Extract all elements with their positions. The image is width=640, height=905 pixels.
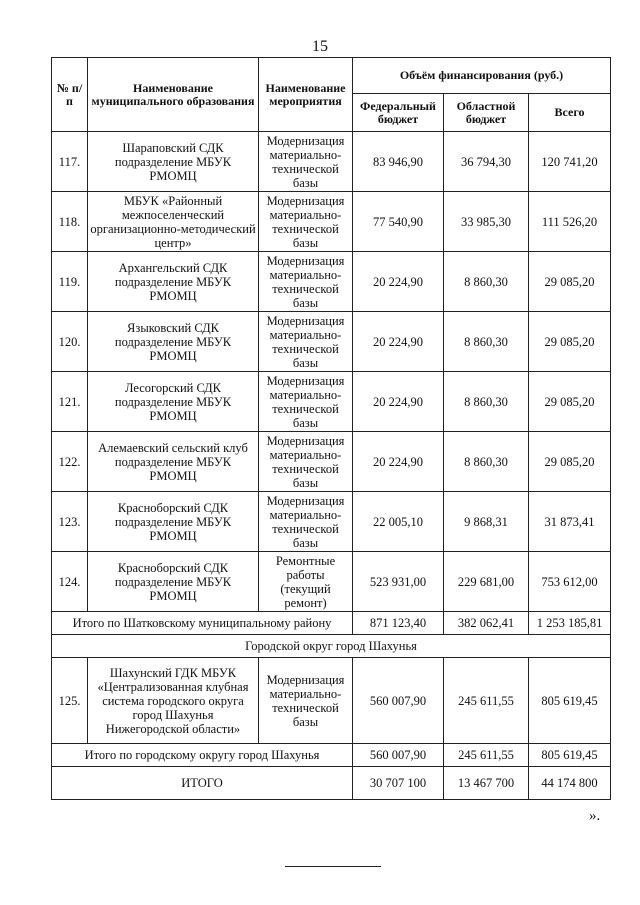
row-event: Модернизация материально-технической базы	[259, 192, 353, 252]
row-name: Красноборский СДК подразделение МБУК РМОМЦ	[88, 552, 259, 612]
row-regional: 8 860,30	[444, 312, 529, 372]
subtotal-label: Итого по городскому округу город Шахунья	[52, 744, 353, 767]
header-regional: Областной бюджет	[444, 94, 529, 132]
row-event: Ремонтные работы (текущий ремонт)	[259, 552, 353, 612]
row-federal: 77 540,90	[353, 192, 444, 252]
row-num: 117.	[52, 132, 88, 192]
row-event: Модернизация материально-технической базы	[259, 132, 353, 192]
subtotal-regional: 382 062,41	[444, 612, 529, 635]
header-name: Наименование муниципального образования	[88, 58, 259, 132]
row-federal: 20 224,90	[353, 252, 444, 312]
table-row	[52, 658, 611, 744]
subtotal-regional: 245 611,55	[444, 744, 529, 767]
row-event: Модернизация материально-технической базы	[259, 372, 353, 432]
subtotal-label: Итого по Шатковскому муниципальному району	[52, 612, 353, 635]
row-federal: 20 224,90	[353, 432, 444, 492]
subtotal-federal: 560 007,90	[353, 744, 444, 767]
row-regional: 36 794,30	[444, 132, 529, 192]
row-total: 120 741,20	[529, 132, 611, 192]
row-regional: 229 681,00	[444, 552, 529, 612]
row-regional: 8 860,30	[444, 372, 529, 432]
row-total: 31 873,41	[529, 492, 611, 552]
row-total: 29 085,20	[529, 432, 611, 492]
table-row	[52, 312, 611, 372]
subtotal-federal: 871 123,40	[353, 612, 444, 635]
row-total: 29 085,20	[529, 252, 611, 312]
row-total: 805 619,45	[529, 658, 611, 744]
row-num: 124.	[52, 552, 88, 612]
subtotal-row-shatki	[52, 612, 611, 635]
table-row	[52, 192, 611, 252]
table-row	[52, 372, 611, 432]
header-event: Наименование мероприятия	[259, 58, 353, 132]
row-regional: 245 611,55	[444, 658, 529, 744]
row-name: МБУК «Районный межпоселенческий организационно-методический центр»	[88, 192, 259, 252]
divider-line	[285, 866, 381, 867]
row-federal: 20 224,90	[353, 372, 444, 432]
subtotal-total: 805 619,45	[529, 744, 611, 767]
page-number: 15	[312, 38, 328, 55]
row-event: Модернизация материально-технической базы	[259, 658, 353, 744]
subtotal-row-shakhunya	[52, 744, 611, 767]
table-row	[52, 252, 611, 312]
closing-quote-mark: ».	[589, 808, 601, 824]
row-total: 111 526,20	[529, 192, 611, 252]
section-row	[52, 635, 611, 658]
row-name: Алемаевский сельский клуб подразделение МБУК РМОМЦ	[88, 432, 259, 492]
row-regional: 33 985,30	[444, 192, 529, 252]
grand-total-label: ИТОГО	[52, 767, 353, 800]
row-event: Модернизация материально-технической базы	[259, 252, 353, 312]
row-regional: 9 868,31	[444, 492, 529, 552]
header-total: Всего	[529, 94, 611, 132]
table-row	[52, 552, 611, 612]
funding-table	[51, 57, 611, 800]
row-event: Модернизация материально-технической базы	[259, 492, 353, 552]
row-federal: 20 224,90	[353, 312, 444, 372]
row-event: Модернизация материально-технической базы	[259, 312, 353, 372]
row-federal: 560 007,90	[353, 658, 444, 744]
header-federal: Федеральный бюджет	[353, 94, 444, 132]
row-num: 118.	[52, 192, 88, 252]
row-name: Шахунский ГДК МБУК «Централизованная клубная система городского округа город Шахунья Нижегородской области»	[88, 658, 259, 744]
row-name: Архангельский СДК подразделение МБУК РМОМЦ	[88, 252, 259, 312]
row-federal: 83 946,90	[353, 132, 444, 192]
table-row	[52, 132, 611, 192]
row-name: Языковский СДК подразделение МБУК РМОМЦ	[88, 312, 259, 372]
row-federal: 22 005,10	[353, 492, 444, 552]
header-funding: Объём финансирования (руб.)	[353, 58, 611, 94]
row-name: Лесогорский СДК подразделение МБУК РМОМЦ	[88, 372, 259, 432]
row-total: 29 085,20	[529, 372, 611, 432]
table-row	[52, 432, 611, 492]
grand-total-row	[52, 767, 611, 800]
table-row	[52, 492, 611, 552]
row-num: 122.	[52, 432, 88, 492]
section-title: Городской округ город Шахунья	[52, 635, 611, 658]
row-regional: 8 860,30	[444, 432, 529, 492]
row-regional: 8 860,30	[444, 252, 529, 312]
row-total: 753 612,00	[529, 552, 611, 612]
row-name: Шараповский СДК подразделение МБУК РМОМЦ	[88, 132, 259, 192]
row-total: 29 085,20	[529, 312, 611, 372]
row-num: 120.	[52, 312, 88, 372]
header-num: № п/п	[52, 58, 88, 132]
row-num: 121.	[52, 372, 88, 432]
row-num: 125.	[52, 658, 88, 744]
row-event: Модернизация материально-технической базы	[259, 432, 353, 492]
row-num: 119.	[52, 252, 88, 312]
row-federal: 523 931,00	[353, 552, 444, 612]
row-num: 123.	[52, 492, 88, 552]
grand-total-total: 44 174 800	[529, 767, 611, 800]
grand-total-federal: 30 707 100	[353, 767, 444, 800]
row-name: Красноборский СДК подразделение МБУК РМОМЦ	[88, 492, 259, 552]
subtotal-total: 1 253 185,81	[529, 612, 611, 635]
grand-total-regional: 13 467 700	[444, 767, 529, 800]
